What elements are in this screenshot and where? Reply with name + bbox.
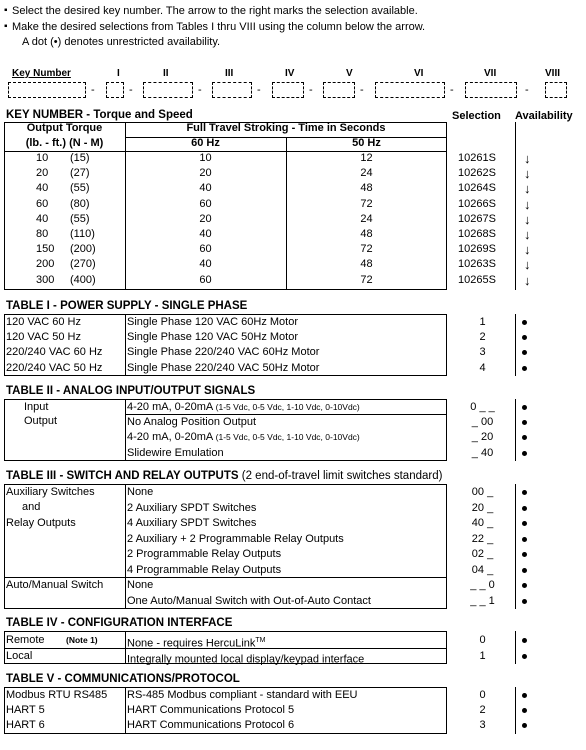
availability-dot-icon: [522, 599, 527, 604]
torque-nm: (55): [70, 212, 90, 225]
comm-code[interactable]: 2: [479, 704, 486, 717]
torque-lbft: 40: [36, 182, 49, 195]
key-table-title: KEY NUMBER - Torque and Speed: [6, 109, 193, 121]
key-number-box[interactable]: [8, 82, 86, 98]
torque-lbft: 80: [36, 228, 49, 240]
hz60-header: 60 Hz: [191, 137, 220, 149]
down-arrow-icon: ↓: [524, 211, 531, 227]
output-torque-header: Output Torque: [26, 122, 103, 134]
table-3-title: TABLE III - SWITCH AND RELAY OUTPUTS (2 end-of-travel limit switches standard): [6, 470, 443, 482]
switch-desc: 4 Auxiliary SPDT Switches: [127, 517, 257, 529]
key-box-6[interactable]: [375, 82, 445, 98]
availability-dot-icon: [522, 568, 527, 573]
switch-code[interactable]: 00 _: [471, 486, 494, 498]
availability-dot-icon: [522, 335, 527, 340]
availability-dot-icon: [522, 583, 527, 588]
signal-desc: No Analog Position Output: [127, 416, 257, 429]
key-box-3[interactable]: [212, 82, 252, 98]
switch-code[interactable]: 20 _: [471, 501, 494, 514]
aux-and-label: and: [22, 501, 41, 513]
config-code[interactable]: 0: [479, 634, 486, 646]
power-desc: Single Phase 120 VAC 60Hz Motor: [127, 316, 298, 328]
switch-desc: 4 Programmable Relay Outputs: [127, 563, 282, 576]
bullet-icon: ▪: [4, 5, 8, 16]
hz50-header: 50 Hz: [352, 137, 381, 149]
selection-code[interactable]: 10262S: [458, 167, 496, 180]
stroking-header: Full Travel Stroking - Time in Seconds: [186, 122, 386, 134]
key-box-2[interactable]: [143, 82, 193, 98]
availability-dot-icon: [522, 552, 527, 557]
down-arrow-icon: ↓: [524, 181, 531, 197]
table-5-title: TABLE V - COMMUNICATIONS/PROTOCOL: [6, 673, 240, 685]
time-50hz: 24: [360, 167, 373, 180]
comm-code[interactable]: 0: [479, 689, 486, 701]
selection-code[interactable]: 10264S: [458, 182, 496, 195]
power-desc: Single Phase 220/240 VAC 60Hz Motor: [127, 346, 320, 359]
torque-lbft: 300: [36, 273, 55, 286]
aux-switches-label: Auxiliary Switches: [6, 486, 95, 498]
time-60hz: 40: [199, 182, 212, 195]
switch-code[interactable]: 02 _: [471, 548, 494, 560]
power-desc: Single Phase 120 VAC 50Hz Motor: [127, 331, 298, 344]
config-label: Remote: [6, 634, 45, 646]
key-separator: -: [525, 84, 529, 96]
signal-desc: 4-20 mA, 0-20mA (1-5 Vdc, 0-5 Vdc, 1-10 Vdc, 0-10Vdc): [127, 431, 360, 444]
selection-code[interactable]: 10269S: [458, 243, 496, 256]
availability-dot-icon: [522, 708, 527, 713]
torque-nm: (270): [70, 258, 96, 271]
torque-nm: (15): [70, 152, 90, 164]
key-col-label-8: VIII: [545, 68, 561, 79]
input-label: Input: [24, 401, 49, 413]
torque-lbft: 20: [36, 167, 49, 180]
availability-dot-icon: [522, 521, 527, 526]
comm-label: Modbus RTU RS485: [6, 689, 108, 701]
time-60hz: 60: [199, 273, 212, 286]
key-col-label-7: VII: [484, 68, 497, 79]
key-separator: -: [360, 84, 364, 96]
time-50hz: 48: [360, 182, 373, 195]
time-60hz: 60: [199, 243, 212, 256]
key-box-8[interactable]: [545, 82, 567, 98]
instruction-line-3: A dot (•) denotes unrestricted availability.: [22, 36, 221, 48]
availability-dot-icon: [522, 506, 527, 511]
key-separator: -: [198, 84, 202, 96]
config-note: (Note 1): [66, 635, 98, 645]
key-number-label: Key Number: [12, 68, 71, 79]
time-60hz: 40: [199, 258, 212, 271]
time-60hz: 20: [199, 212, 212, 225]
signal-desc: Slidewire Emulation: [127, 446, 224, 459]
availability-dot-icon: [522, 320, 527, 325]
key-col-label-4: IV: [285, 68, 295, 79]
table-4-title: TABLE IV - CONFIGURATION INTERFACE: [6, 617, 233, 629]
availability-dot-icon: [522, 350, 527, 355]
switch-code[interactable]: 04 _: [471, 563, 494, 576]
availability-dot-icon: [522, 405, 527, 410]
signal-code[interactable]: _ 00: [471, 416, 494, 429]
down-arrow-icon: ↓: [524, 196, 531, 212]
units-header: (lb. - ft.) (N - M): [25, 137, 104, 149]
config-desc: Integrally mounted local display/keypad interface: [127, 653, 365, 666]
switch-desc: 2 Auxiliary + 2 Programmable Relay Outputs: [127, 532, 344, 545]
down-arrow-icon: ↓: [524, 257, 531, 273]
selection-code[interactable]: 10261S: [458, 152, 496, 164]
key-box-1[interactable]: [106, 82, 124, 98]
time-50hz: 12: [360, 152, 373, 164]
power-label: 120 VAC 50 Hz: [6, 331, 82, 344]
power-code[interactable]: 1: [479, 316, 486, 328]
down-arrow-icon: ↓: [524, 242, 531, 258]
down-arrow-icon: ↓: [524, 227, 531, 242]
instruction-line-1: Select the desired key number. The arrow to the right marks the selection available.: [12, 5, 418, 17]
torque-nm: (200): [70, 243, 96, 256]
instruction-line-2: Make the desired selections from Tables I thru VIII using the column below the arrow.: [12, 21, 426, 33]
power-label: 120 VAC 60 Hz: [6, 316, 82, 328]
key-separator: -: [91, 84, 95, 96]
power-code[interactable]: 2: [479, 331, 486, 344]
down-arrow-icon: ↓: [524, 151, 531, 166]
torque-lbft: 60: [36, 197, 49, 210]
down-arrow-icon: ↓: [524, 272, 531, 288]
key-col-label-5: V: [346, 68, 353, 79]
key-separator: -: [309, 84, 313, 96]
availability-dot-icon: [522, 435, 527, 440]
switch-code[interactable]: _ _ 0: [470, 579, 495, 591]
table-1-title: TABLE I - POWER SUPPLY - SINGLE PHASE: [6, 300, 248, 312]
power-code[interactable]: 3: [479, 346, 486, 359]
comm-label: HART 5: [6, 704, 45, 717]
comm-desc: HART Communications Protocol 6: [127, 719, 295, 732]
output-label: Output: [24, 415, 58, 427]
switch-desc: None: [127, 486, 154, 498]
availability-dot-icon: [522, 420, 527, 425]
time-50hz: 72: [360, 243, 373, 256]
down-arrow-icon: ↓: [524, 166, 531, 182]
availability-dot-icon: [522, 723, 527, 728]
switch-desc: 2 Programmable Relay Outputs: [127, 548, 282, 560]
availability-dot-icon: [522, 451, 527, 456]
power-desc: Single Phase 220/240 VAC 50Hz Motor: [127, 361, 320, 374]
key-separator: -: [450, 84, 454, 96]
switch-code[interactable]: _ _ 1: [470, 594, 495, 607]
switch-code[interactable]: 40 _: [471, 517, 494, 529]
auto-manual-label: Auto/Manual Switch: [6, 579, 104, 591]
selection-code[interactable]: 10263S: [458, 258, 496, 271]
time-60hz: 60: [199, 197, 212, 210]
comm-code[interactable]: 3: [479, 719, 486, 732]
time-50hz: 72: [360, 273, 373, 286]
torque-nm: (27): [70, 167, 90, 180]
availability-header: Availability: [515, 110, 573, 122]
torque-lbft: 10: [36, 152, 49, 164]
availability-dot-icon: [522, 366, 527, 371]
selection-code[interactable]: 10268S: [458, 228, 496, 240]
torque-lbft: 40: [36, 212, 49, 225]
config-label: Local: [6, 650, 33, 662]
comm-desc: RS-485 Modbus compliant - standard with EEU: [127, 689, 358, 701]
key-box-4[interactable]: [272, 82, 304, 98]
key-separator: -: [257, 84, 261, 96]
key-box-5[interactable]: [323, 82, 355, 98]
config-code[interactable]: 1: [479, 650, 486, 662]
torque-nm: (55): [70, 182, 90, 195]
availability-dot-icon: [522, 490, 527, 495]
torque-nm: (80): [70, 197, 90, 210]
time-50hz: 48: [360, 228, 373, 240]
switch-desc: None: [127, 579, 154, 591]
torque-nm: (400): [70, 273, 96, 286]
key-col-label-3: III: [225, 68, 234, 79]
comm-label: HART 6: [6, 719, 45, 732]
power-label: 220/240 VAC 50 Hz: [6, 361, 103, 374]
torque-lbft: 200: [36, 258, 55, 271]
comm-desc: HART Communications Protocol 5: [127, 704, 295, 717]
time-50hz: 24: [360, 212, 373, 225]
selection-code[interactable]: 10267S: [458, 212, 496, 225]
signal-code[interactable]: _ 40: [471, 446, 494, 459]
relay-outputs-label: Relay Outputs: [6, 517, 76, 529]
availability-dot-icon: [522, 693, 527, 698]
selection-header: Selection: [452, 110, 501, 122]
selection-code[interactable]: 10265S: [458, 273, 496, 286]
key-col-label-2: II: [163, 68, 169, 79]
bullet-icon: ▪: [4, 21, 8, 32]
availability-dot-icon: [522, 638, 527, 643]
signal-code[interactable]: 0 _ _: [470, 401, 495, 413]
availability-dot-icon: [522, 537, 527, 542]
torque-lbft: 150: [36, 243, 55, 256]
power-label: 220/240 VAC 60 Hz: [6, 346, 103, 359]
key-col-label-6: VI: [414, 68, 424, 79]
power-code[interactable]: 4: [479, 361, 486, 374]
availability-dot-icon: [522, 654, 527, 659]
config-desc: None - requires HercuLink™: [127, 637, 266, 650]
time-50hz: 72: [360, 197, 373, 210]
time-60hz: 40: [199, 228, 212, 240]
switch-desc: 2 Auxiliary SPDT Switches: [127, 501, 257, 514]
key-col-label-1: I: [117, 68, 120, 79]
key-box-7[interactable]: [465, 82, 517, 98]
table-2-title: TABLE II - ANALOG INPUT/OUTPUT SIGNALS: [6, 385, 256, 397]
key-separator: -: [129, 84, 133, 96]
signal-desc: 4-20 mA, 0-20mA (1-5 Vdc, 0-5 Vdc, 1-10 Vdc, 0-10Vdc): [127, 401, 360, 413]
selection-code[interactable]: 10266S: [458, 197, 496, 210]
signal-code[interactable]: _ 20: [471, 431, 494, 444]
time-60hz: 20: [199, 167, 212, 180]
time-60hz: 10: [199, 152, 212, 164]
switch-desc: One Auto/Manual Switch with Out-of-Auto Contact: [127, 594, 371, 607]
switch-code[interactable]: 22 _: [471, 532, 494, 545]
torque-nm: (110): [70, 228, 95, 240]
time-50hz: 48: [360, 258, 373, 271]
